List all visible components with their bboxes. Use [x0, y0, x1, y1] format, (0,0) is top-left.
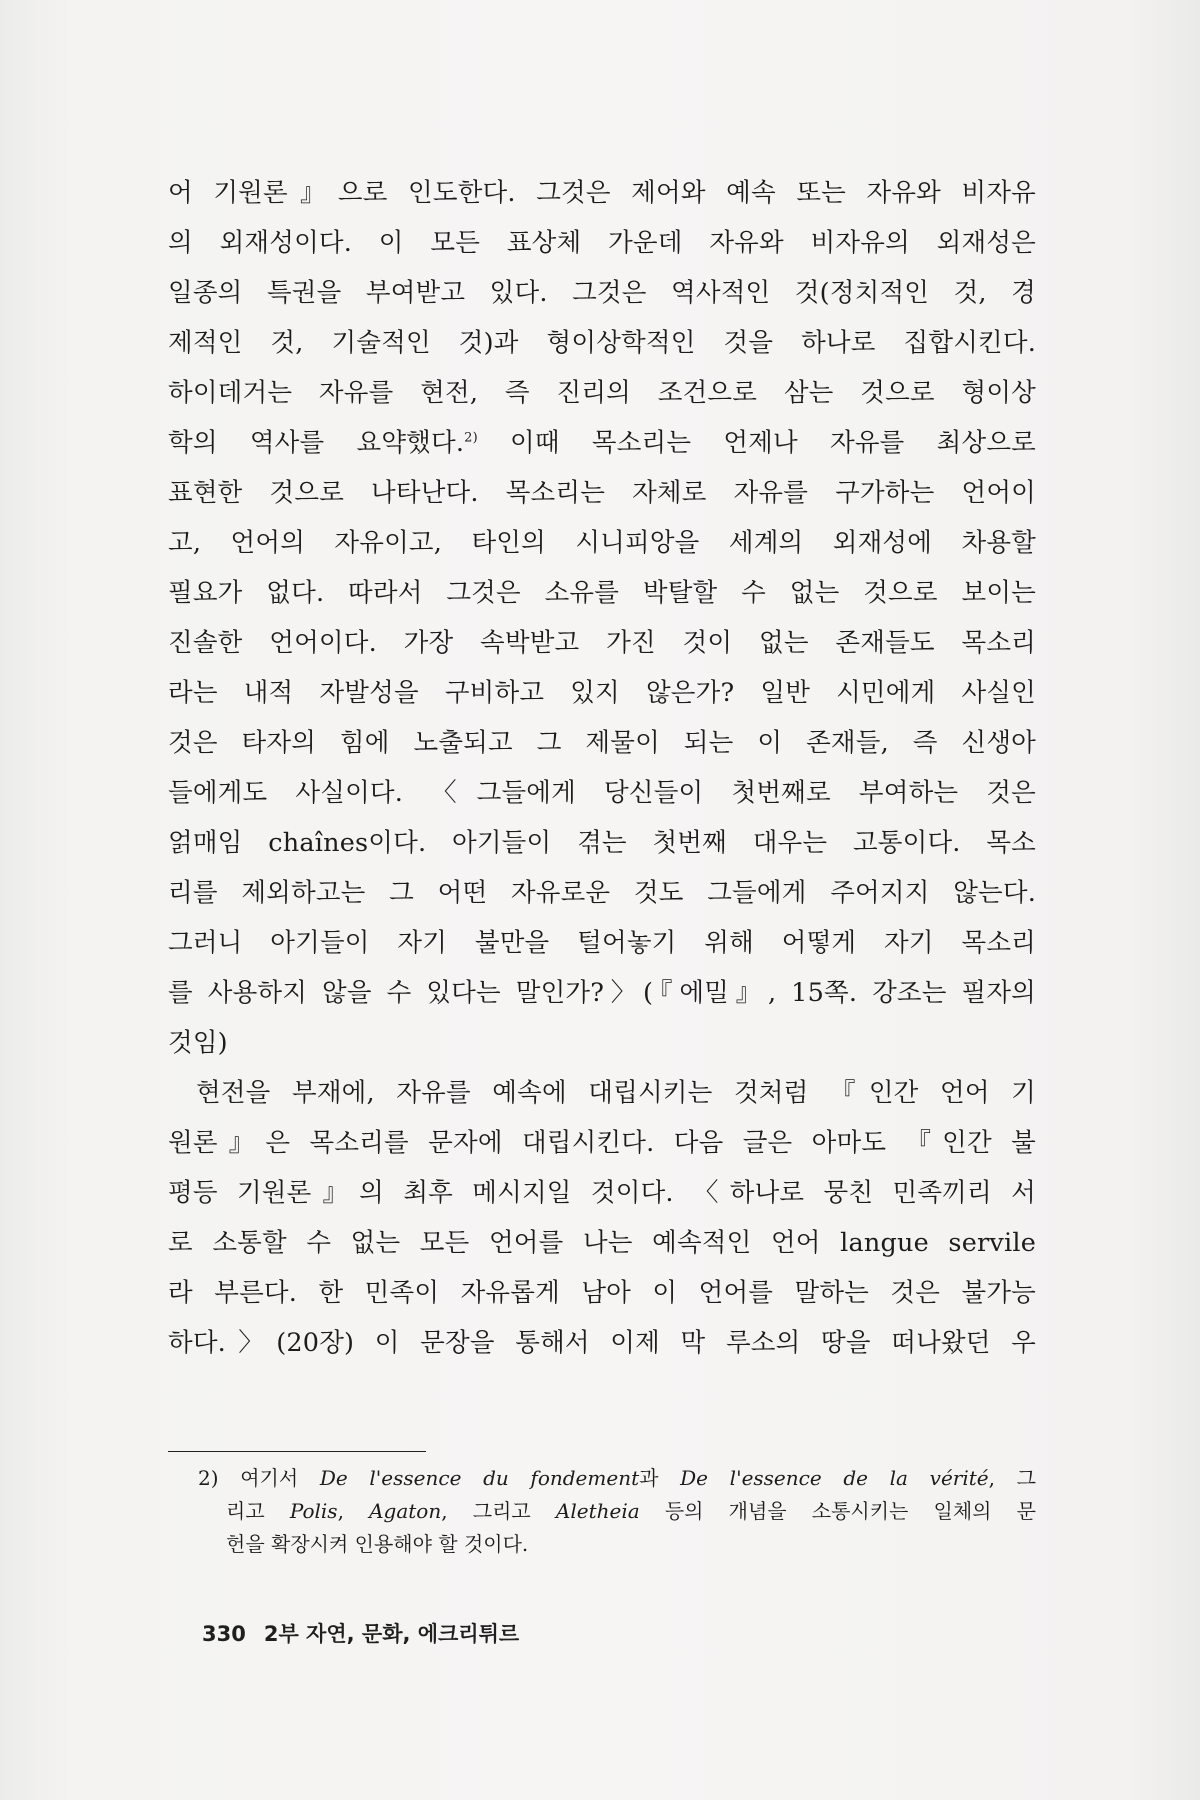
text-line: 것임) [168, 1028, 228, 1058]
footnote-text: 여기서 [218, 1466, 320, 1490]
text-line: 원론』은 목소리를 문자에 대립시킨다. 다음 글은 아마도 『인간 불 [168, 1128, 1036, 1158]
text-line: 일종의 특권을 부여받고 있다. 그것은 역사적인 것(정치적인 것, 경 [168, 278, 1036, 308]
text-line: 하이데거는 자유를 현전, 즉 진리의 조건으로 삼는 것으로 형이상 [168, 378, 1036, 408]
footnote-line [198, 1495, 1036, 1528]
footnote-line [198, 1462, 1036, 1495]
footnote-line: 헌을 확장시켜 인용해야 할 것이다. [226, 1532, 529, 1556]
footnote-term: Polis [289, 1499, 338, 1523]
footnote-text: 등의 개념을 소통시키는 일체의 문 [639, 1499, 1036, 1523]
footnote-title: De l'essence de la vérité [680, 1466, 989, 1490]
text-line: 표현한 것으로 나타난다. 목소리는 자체로 자유를 구가하는 언어이 [168, 478, 1036, 508]
text-line: 로 소통할 수 없는 모든 언어를 나는 예속적인 언어 langue servile [168, 1228, 1036, 1258]
text-fragment: 학의 역사를 요약했다. [168, 428, 465, 458]
footnote-term: Agaton [369, 1499, 442, 1523]
footnote-text: 리고 [226, 1499, 290, 1523]
text-line: 를 사용하지 않을 수 있다는 말인가?〉(『에밀』, 15쪽. 강조는 필자의 [168, 978, 1036, 1008]
text-line: 라는 내적 자발성을 구비하고 있지 않은가? 일반 시민에게 사실인 [168, 678, 1036, 708]
text-line: 제적인 것, 기술적인 것)과 형이상학적인 것을 하나로 집합시킨다. [168, 328, 1036, 358]
footnote-2 [198, 1462, 1036, 1561]
text-line: 라 부른다. 한 민족이 자유롭게 남아 이 언어를 말하는 것은 불가능 [168, 1278, 1036, 1308]
page-footer [202, 1618, 519, 1648]
running-title: 2부 자연, 문화, 에크리튀르 [263, 1622, 520, 1646]
text-line: 평등 기원론』의 최후 메시지일 것이다. 〈하나로 뭉친 민족끼리 서 [168, 1178, 1036, 1208]
text-line: 리를 제외하고는 그 어떤 자유로운 것도 그들에게 주어지지 않는다. [168, 878, 1036, 908]
footnote-title: De l'essence du fondement [319, 1466, 640, 1490]
footnote-divider [168, 1451, 426, 1452]
footnote-text: 과 [639, 1466, 681, 1490]
text-line: 필요가 없다. 따라서 그것은 소유를 박탈할 수 없는 것으로 보이는 [168, 578, 1036, 608]
footnote-term: Aletheia [555, 1499, 640, 1523]
text-line: 고, 언어의 자유이고, 타인의 시니피앙을 세계의 외재성에 차용할 [168, 528, 1036, 558]
text-line: 현전을 부재에, 자유를 예속에 대립시키는 것처럼 『인간 언어 기 [196, 1078, 1036, 1108]
footnote-text: , 그리고 [441, 1499, 556, 1523]
footnote-text: , 그 [988, 1466, 1036, 1490]
footnote-text: , [337, 1499, 370, 1523]
body-text [168, 168, 1036, 1368]
text-line: 진솔한 언어이다. 가장 속박받고 가진 것이 없는 존재들도 목소리 [168, 628, 1036, 658]
text-line: 하다.〉(20장) 이 문장을 통해서 이제 막 루소의 땅을 떠나왔던 우 [168, 1328, 1036, 1358]
footnote-marker: 2) [464, 430, 478, 446]
text-line: 의 외재성이다. 이 모든 표상체 가운데 자유와 비자유의 외재성은 [168, 228, 1036, 258]
text-fragment: 이때 목소리는 언제나 자유를 최상으로 [477, 428, 1036, 458]
text-line: 얽매임 chaînes이다. 아기들이 겪는 첫번째 대우는 고통이다. 목소 [168, 828, 1036, 858]
text-line: 어 기원론』으로 인도한다. 그것은 제어와 예속 또는 자유와 비자유 [168, 178, 1036, 208]
text-line: 것은 타자의 힘에 노출되고 그 제물이 되는 이 존재들, 즉 신생아 [168, 728, 1036, 758]
text-line: 들에게도 사실이다. 〈그들에게 당신들이 첫번째로 부여하는 것은 [168, 778, 1036, 808]
page-number: 330 [202, 1622, 246, 1646]
text-line: 그러니 아기들이 자기 불만을 털어놓기 위해 어떻게 자기 목소리 [168, 928, 1036, 958]
text-line [168, 418, 1036, 468]
footnote-number: 2) [198, 1466, 219, 1490]
